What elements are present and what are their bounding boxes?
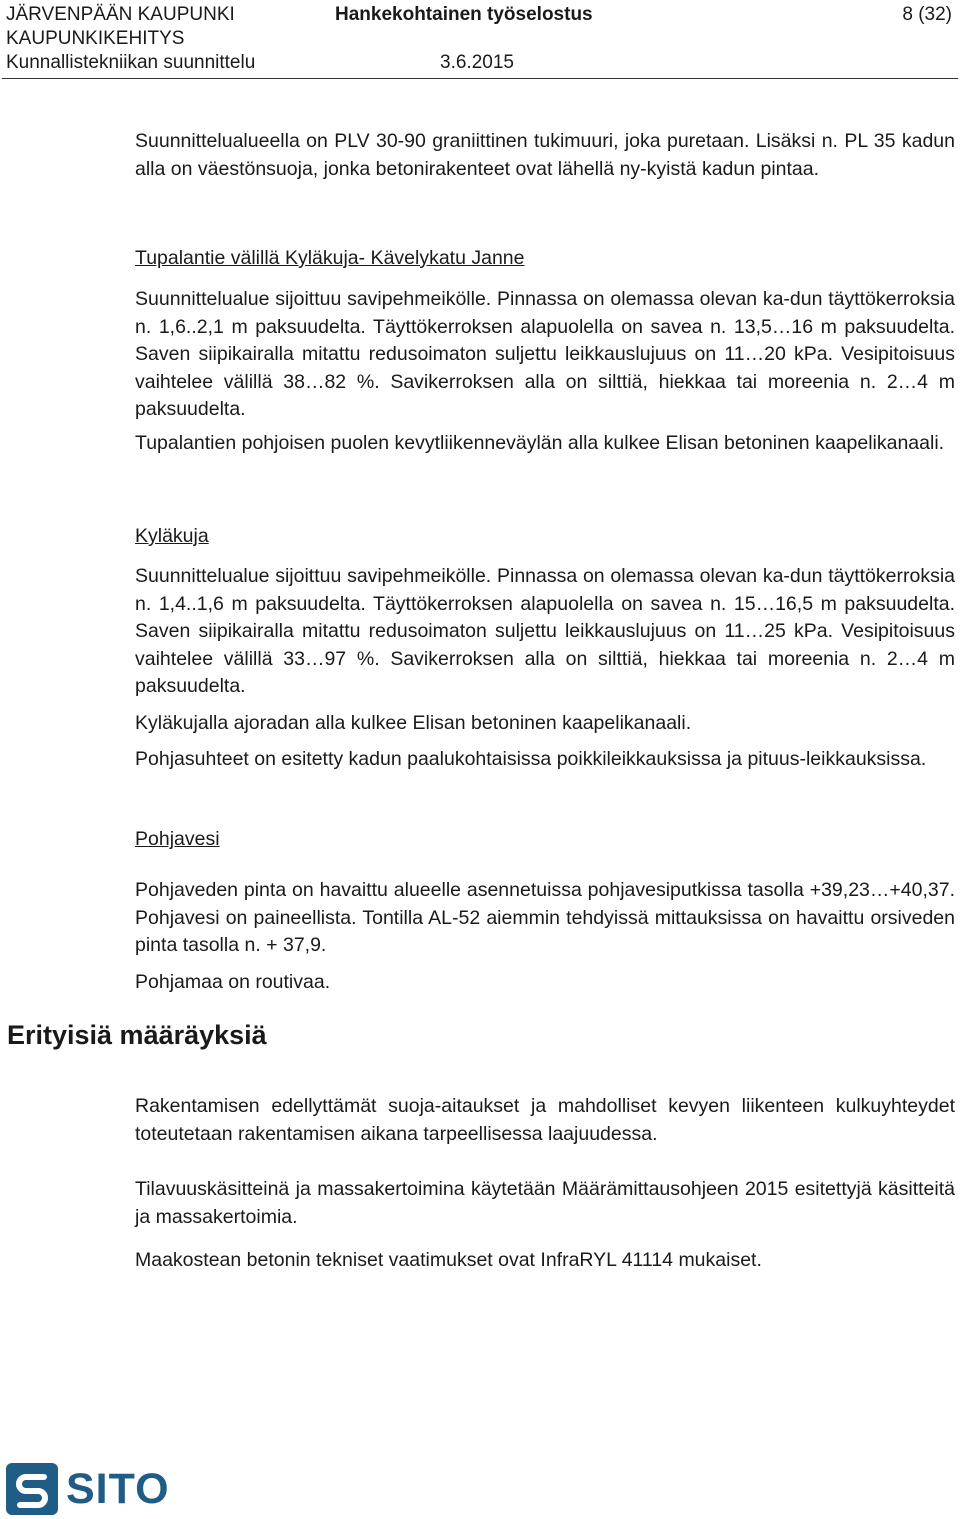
sito-s-logo-icon xyxy=(6,1463,58,1515)
body-block-kylakuja-text xyxy=(135,563,955,774)
document-date: 3.6.2015 xyxy=(440,52,514,73)
sito-logo-text: SITO xyxy=(66,1464,170,1513)
header-rule xyxy=(2,78,958,79)
org-name: JÄRVENPÄÄN KAUPUNKI xyxy=(6,4,235,25)
paragraph-routiva: Pohjamaa on routivaa. xyxy=(135,970,331,993)
body-block-section2-b xyxy=(135,1176,955,1275)
heading-tupalantie: Tupalantie välillä Kyläkuja- Kävelykatu Janne xyxy=(135,247,525,269)
heading-kylakuja: Kyläkuja xyxy=(135,525,209,547)
heading-pohjavesi: Pohjavesi xyxy=(135,828,220,850)
page-number: 8 (32) xyxy=(902,4,952,25)
body-block-kylakuja xyxy=(135,523,955,551)
section-title-erityisia-maarayksia: Erityisiä määräyksiä xyxy=(7,1020,267,1050)
sito-logo xyxy=(6,1463,170,1515)
document-title: Hankekohtainen työselostus xyxy=(335,4,593,25)
body-block-tupalantie-text xyxy=(135,286,955,457)
org-department: KAUPUNKIKEHITYS xyxy=(6,28,185,49)
paragraph-kylakuja-soil: Suunnittelualue sijoittuu savipehmeikölle. Pinnassa on olemassa olevan ka-dun täyttökerroksia n. 1,4..1,6 m paksuudelta. Täyttökerroksen alapuolella on savea n. 15…16,5 m paksuudelta. Saven siipikairalla mitattu redusoimaton suljettu leikkauslujuus on 11…25 kPa. Vesipitoisuus vaihtelee välillä 33…97 %. Savikerroksen alla on silttiä, hiekkaa tai moreenia n. 2…4 m paksuudelta. xyxy=(135,565,955,697)
paragraph-concrete-requirements: Maakostean betonin tekniset vaatimukset ovat InfraRYL 41114 mukaiset. xyxy=(135,1249,762,1271)
body-block-pohjavesi-text xyxy=(135,877,955,996)
paragraph-tupalantie-soil: Suunnittelualue sijoittuu savipehmeikölle. Pinnassa on olemassa olevan ka-dun täyttökerroksia n. 1,6..2,1 m paksuudelta. Täyttökerroksen alapuolella on savea n. 13,5…16 m paksuudelta. Saven siipikairalla mitattu redusoimaton suljettu leikkauslujuus on 11…20 kPa. Vesipitoisuus vaihtelee välillä 38…82 %. Savikerroksen alla on silttiä, hiekkaa tai moreenia n. 2…4 m paksuudelta. xyxy=(135,288,955,420)
paragraph-kylakuja-cable: Kyläkujalla ajoradan alla kulkee Elisan betoninen kaapelikanaali. xyxy=(135,711,692,734)
body-block-tupalantie xyxy=(135,245,955,273)
paragraph-volume-concepts: Tilavuuskäsitteinä ja massakertoimina käytetään Määrämittausohjeen 2015 esitettyjä käsitteitä ja massakertoimia. xyxy=(135,1178,955,1228)
body-block-pohjavesi xyxy=(135,826,955,854)
paragraph-pohjasuhteet: Pohjasuhteet on esitetty kadun paalukohtaisissa poikkileikkauksissa ja pituus-leikkauksissa. xyxy=(135,748,927,770)
paragraph-tupalantie-cable: Tupalantien pohjoisen puolen kevytliikenneväylän alla kulkee Elisan betoninen kaapelikanaali. xyxy=(135,431,945,454)
body-block-1 xyxy=(135,128,955,183)
paragraph-pohjavesi-level: Pohjaveden pinta on havaittu alueelle asennetuissa pohjavesiputkissa tasolla +39,23…+40,37. Pohjavesi on paineellista. Tontilla AL-52 aiemmin tehdyissä mittauksissa on havaittu orsiveden pinta tasolla n. + 37,9. xyxy=(135,879,955,956)
paragraph-retaining-wall: Suunnittelualueella on PLV 30-90 graniittinen tukimuuri, joka puretaan. Lisäksi n. PL 35 kadun alla on väestönsuoja, jonka betonirakenteet ovat lähellä ny-kyistä kadun pintaa. xyxy=(135,130,955,180)
org-unit: Kunnallistekniikan suunnittelu xyxy=(6,52,256,73)
body-block-section2-a xyxy=(135,1093,955,1148)
paragraph-fencing: Rakentamisen edellyttämät suoja-aitaukset ja mahdolliset kevyen liikenteen kulkuyhteydet toteutetaan rakentamisen aikana tarpeellisessa laajuudessa. xyxy=(135,1095,955,1145)
